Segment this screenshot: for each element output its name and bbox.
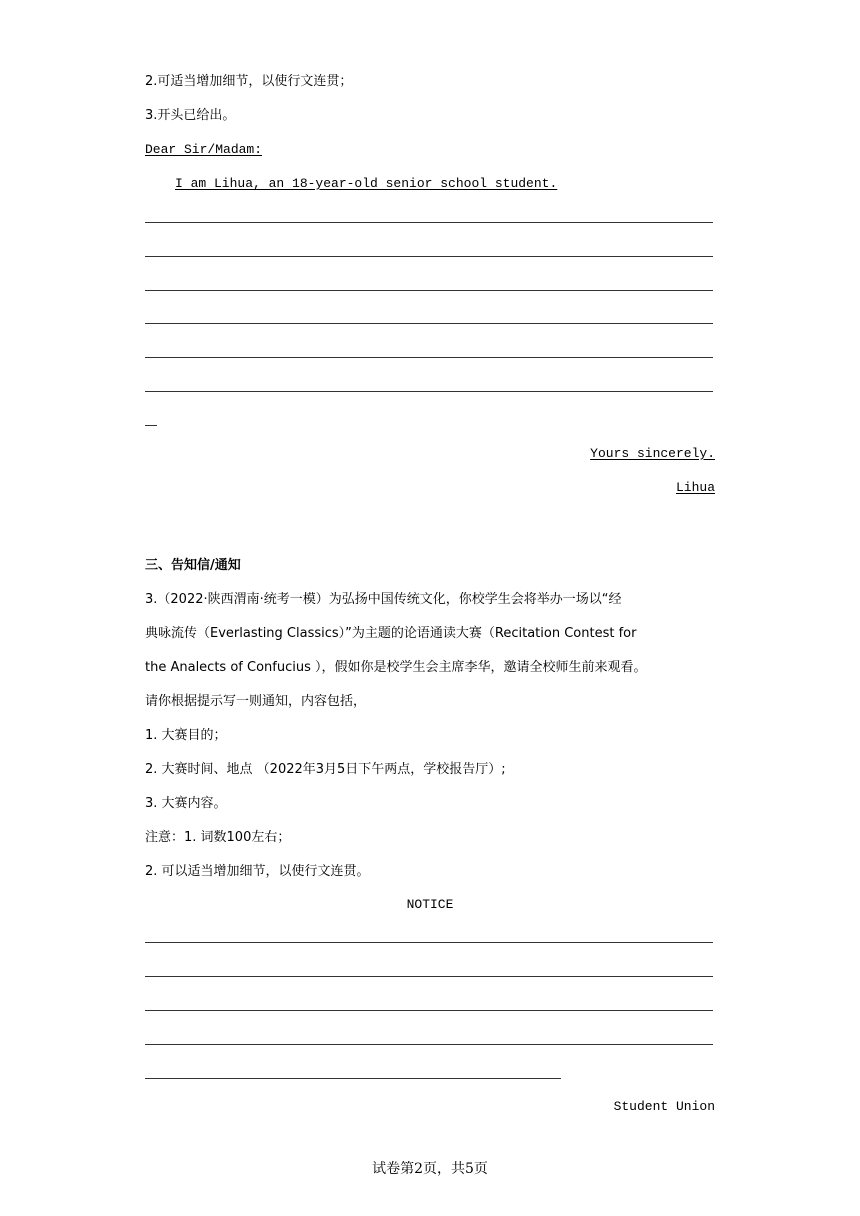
page-number: 试卷第2页，共5页 (372, 1161, 488, 1177)
notice-title: NOTICE (406, 897, 454, 912)
letter-opening-sentence: I am Lihua, an 18-year-old senior school student. (175, 176, 558, 191)
answer-line-short (145, 425, 157, 426)
notice-signoff: Student Union (613, 1099, 715, 1114)
letter-salutation: Dear Sir/Madam: (145, 142, 263, 157)
note-1: 注意：1. 词数100左右； (145, 830, 291, 845)
answer-line (145, 942, 713, 943)
answer-line (145, 290, 713, 291)
letter-signature: Lihua (675, 480, 715, 495)
requirement-2: 2. 大赛时间、地点 （2022年3月5日下午两点，学校报告厅）; (145, 762, 506, 777)
section-heading: 三、告知信/通知 (145, 558, 241, 573)
answer-line-partial (145, 1078, 561, 1079)
answer-line (145, 391, 713, 392)
answer-line (145, 256, 713, 257)
answer-line (145, 222, 713, 223)
answer-line (145, 1010, 713, 1011)
answer-line (145, 976, 713, 977)
q2-note-3: 3.开头已给出。 (145, 108, 236, 123)
q2-note-2: 2.可适当增加细节，以使行文连贯； (145, 74, 353, 89)
q3-prompt-line-4: 请你根据提示写一则通知，内容包括， (145, 694, 367, 709)
q3-prompt-line-1: 3.（2022·陕西渭南·统考一模）为弘扬中国传统文化，你校学生会将举办一场以“经 (145, 592, 622, 607)
q3-prompt-line-2: 典咏流传（Everlasting Classics）”为主题的论语通读大赛（Recitation Contest for (145, 626, 637, 641)
letter-closing: Yours sincerely. (590, 446, 715, 461)
requirement-1: 1. 大赛目的； (145, 728, 227, 743)
answer-line (145, 1044, 713, 1045)
q3-prompt-line-3: the Analects of Confucius ），假如你是校学生会主席李华，邀请全校师生前来观看。 (145, 660, 647, 675)
requirement-3: 3. 大赛内容。 (145, 796, 227, 811)
answer-line (145, 357, 713, 358)
answer-line (145, 323, 713, 324)
note-2: 2. 可以适当增加细节，以使行文连贯。 (145, 864, 370, 879)
